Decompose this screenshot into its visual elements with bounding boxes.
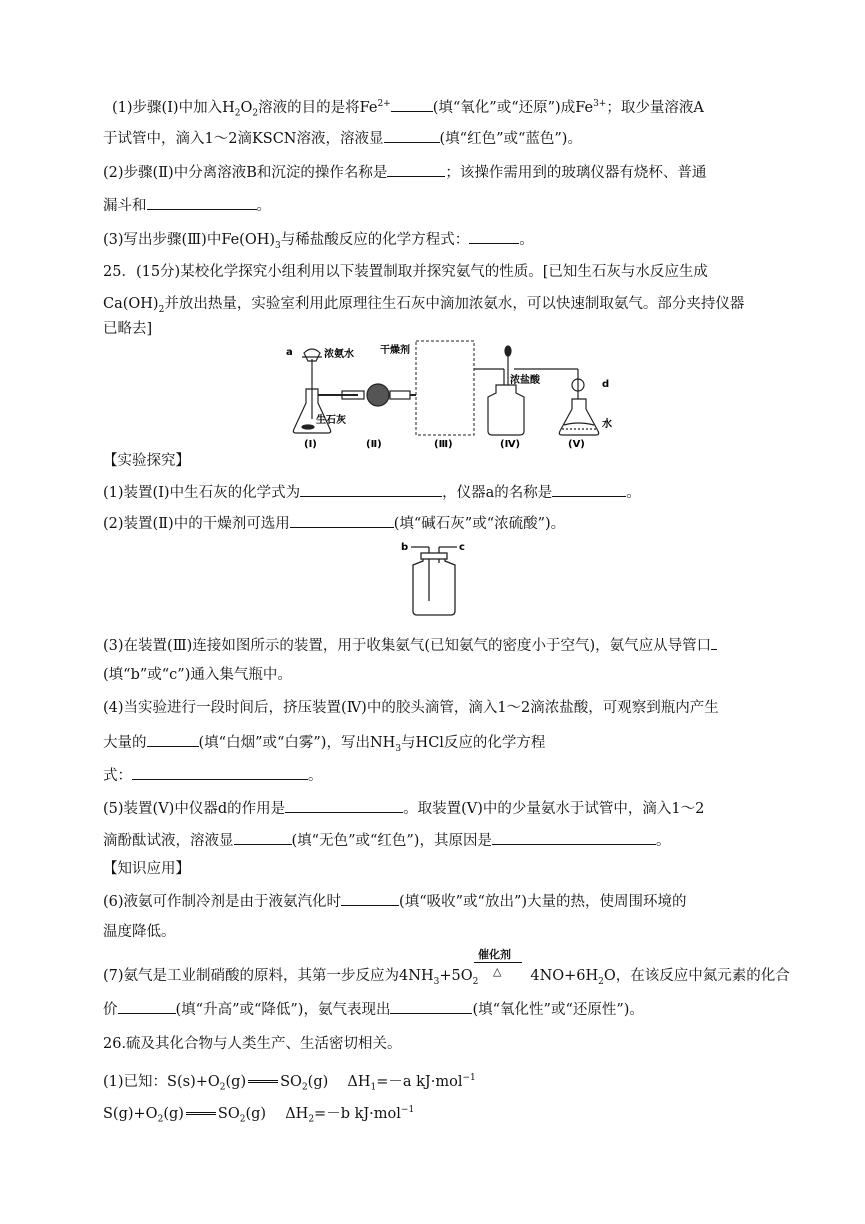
subscript: 2: [219, 1082, 226, 1093]
section-heading-apply: [103, 859, 190, 879]
text: +5O: [439, 968, 473, 984]
apparatus-figure: [282, 339, 622, 449]
q25-s1: [103, 481, 641, 503]
text: (填“氧化性”或“还原性”)。: [472, 1002, 644, 1018]
figure-label-a: a: [286, 347, 293, 358]
q25-s6-line1: [103, 890, 687, 912]
q25-s3-line1: [103, 634, 717, 656]
answer-blank[interactable]: [492, 829, 656, 845]
heat-symbol: △: [493, 965, 502, 978]
text: 【知识应用】: [103, 861, 190, 877]
text: 26.硫及其化合物与人类生产、生活密切相关。: [103, 1036, 402, 1052]
absorber-unit-5: [559, 379, 598, 435]
figure-label-lime: 生石灰: [316, 415, 346, 426]
text: SO: [217, 1105, 240, 1122]
subscript: 2: [308, 1114, 315, 1125]
unit-label-1: (Ⅰ): [304, 439, 317, 449]
text: 漏斗和: [103, 198, 147, 214]
superscript: −1: [462, 1073, 476, 1083]
text: =－a kJ·mol: [376, 1073, 463, 1090]
text: S(g)+O: [103, 1105, 158, 1122]
q26-equation-1: [103, 1068, 476, 1098]
answer-blank[interactable]: [384, 127, 440, 143]
text: 【实验探究】: [103, 453, 190, 469]
text: (g): [163, 1105, 184, 1122]
answer-blank[interactable]: [132, 764, 308, 780]
text: (3)在装置(Ⅲ)连接如图所示的装置，用于收集氨气(已知氨气的密度小于空气)，氨气应从导管口: [103, 638, 712, 654]
q24-part2-line2: [103, 194, 271, 216]
answer-blank[interactable]: [300, 481, 442, 497]
answer-blank[interactable]: [290, 512, 394, 528]
answer-blank[interactable]: [387, 161, 445, 177]
answer-blank[interactable]: [341, 890, 399, 906]
superscript: 2+: [377, 99, 391, 109]
text: 溶液的目的是将Fe: [258, 99, 378, 116]
figure-label-ammonia: 浓氨水: [324, 349, 354, 360]
figure-label-water: 水: [602, 419, 612, 430]
text: 于试管中，滴入1～2滴KSCN溶液，溶液显: [103, 131, 384, 147]
equals-sign: [248, 1080, 278, 1083]
text: 温度降低。: [103, 924, 176, 940]
text: 与稀盐酸反应的化学方程式：: [280, 232, 470, 248]
text: (2)装置(Ⅱ)中的干燥剂可选用: [103, 516, 290, 532]
figure-label-hcl: 浓盐酸: [510, 375, 540, 386]
subscript: 2: [252, 108, 259, 119]
superscript: −1: [400, 1105, 415, 1115]
text: ；取少量溶液A: [606, 99, 704, 116]
text: (填“白烟”或“白雾”)，写出NH: [198, 735, 396, 751]
text: (g): [225, 1073, 247, 1090]
unit-label-3: (Ⅲ): [434, 439, 453, 449]
figure-label-d: d: [602, 379, 610, 390]
section-heading-explore: [103, 451, 190, 471]
text: SO: [280, 1073, 302, 1090]
q25-s5-line2: [103, 829, 670, 851]
bottle-unit-4: [474, 346, 578, 435]
subscript: 2: [472, 976, 479, 987]
text: (7)氨气是工业制硝酸的原料，其第一步反应为4NH: [103, 968, 434, 984]
q26-intro: [103, 1034, 402, 1054]
text: (填“红色”或“蓝色”)。: [439, 131, 582, 147]
q25-s6-line2: [103, 922, 176, 942]
equals-sign: [186, 1112, 216, 1115]
text: (1)已知：S(s)+O: [103, 1073, 220, 1090]
text: 大量的: [103, 735, 147, 751]
subscript: 2: [234, 108, 241, 119]
bottle-label-c: c: [459, 542, 465, 553]
text: 并放出热量，实验室利用此原理往生石灰中滴加浓氨水，可以快速制取氨气。部分夹持仪器: [164, 296, 745, 312]
text: (2)步骤(Ⅱ)中分离溶液B和沉淀的操作名称是: [103, 165, 388, 181]
subscript: 2: [301, 1082, 308, 1093]
q25-s4-line2: [103, 731, 545, 759]
q26-equation-2: [103, 1100, 414, 1130]
q25-intro-line1: [103, 262, 708, 282]
text: 。: [519, 232, 534, 248]
text: Ca(OH): [103, 296, 159, 312]
subscript: 1: [370, 1082, 377, 1093]
catalyst-label: 催化剂: [478, 948, 511, 961]
subscript: 2: [598, 976, 604, 987]
text: (填“b”或“c”)通入集气瓶中。: [103, 667, 292, 683]
superscript: 3+: [593, 99, 607, 109]
q25-s3-line2: [103, 665, 292, 685]
text: (1)装置(Ⅰ)中生石灰的化学式为: [103, 485, 301, 501]
text: (1)步骤(Ⅰ)中加入H: [112, 99, 235, 116]
text: 式：: [103, 768, 132, 784]
subscript: 2: [157, 1114, 164, 1125]
subscript: 3: [433, 976, 440, 987]
text: (3)写出步骤(Ⅲ)中Fe(OH): [103, 232, 276, 248]
text: (5)装置(Ⅴ)中仪器d的作用是: [103, 801, 286, 817]
answer-blank[interactable]: [147, 194, 257, 210]
q25-intro-line3: [103, 319, 152, 339]
subscript: 2: [239, 1114, 246, 1125]
unit-label-4: (Ⅳ): [500, 439, 521, 449]
text: (填“吸收”或“放出”)大量的热，使周围环境的: [399, 894, 687, 910]
answer-blank[interactable]: [469, 228, 519, 244]
text: 25．(15分)某校化学探究小组利用以下装置制取并探究氨气的性质。[已知生石灰与水反应生成: [103, 264, 708, 280]
text: (填“碱石灰”或“浓硫酸”)。: [393, 516, 566, 532]
text: 滴酚酞试液，溶液显: [103, 833, 234, 849]
text: (g) ΔH: [307, 1073, 371, 1090]
reaction-arrow-line: [474, 962, 522, 963]
text: 。取装置(Ⅴ)中的少量氨水于试管中，滴入1～2: [403, 801, 705, 817]
q25-intro-line2: [103, 294, 744, 320]
text: (填“氧化”或“还原”)成Fe: [432, 99, 594, 116]
answer-blank[interactable]: [234, 829, 292, 845]
answer-blank[interactable]: [711, 634, 717, 650]
q24-part1-line2: [103, 127, 582, 149]
answer-blank[interactable]: [118, 998, 176, 1014]
unit-label-2: (Ⅱ): [366, 439, 382, 449]
text: 已略去]: [103, 321, 153, 337]
subscript: 3: [275, 240, 281, 251]
text: O，在该反应中氮元素的化合: [603, 968, 790, 984]
subscript: 2: [158, 304, 165, 315]
text: (4)当实验进行一段时间后，挤压装置(Ⅳ)中的胶头滴管，滴入1～2滴浓盐酸，可观察到瓶内产生: [103, 700, 719, 716]
subscript: 3: [395, 743, 402, 754]
text: =－b kJ·mol: [314, 1105, 401, 1122]
q25-s7-line1: [103, 966, 790, 992]
gas-collection-bottle: [399, 541, 469, 617]
text: 与HCl反应的化学方程: [401, 735, 546, 751]
text: 。: [308, 768, 323, 784]
figure-label-desiccant: 干燥剂: [380, 345, 410, 356]
answer-blank[interactable]: [147, 731, 199, 747]
answer-blank[interactable]: [285, 797, 403, 813]
text: 。: [626, 485, 641, 501]
answer-blank[interactable]: [391, 96, 433, 112]
text: (6)液氨可作制冷剂是由于液氨汽化时: [103, 894, 342, 910]
text: 。: [655, 833, 671, 849]
text: (填“无色”或“红色”)，其原因是: [291, 833, 492, 849]
text: ；该操作需用到的玻璃仪器有烧杯、普通: [445, 165, 707, 181]
q25-s7-line2: [103, 998, 644, 1020]
text: (填“升高”或“降低”)，氨气表现出: [175, 1002, 391, 1018]
q25-s5-line1: [103, 797, 704, 819]
text: O: [240, 99, 253, 116]
q24-part3: [103, 228, 534, 256]
text: 4NO+6H: [530, 968, 599, 984]
q25-s4-line1: [103, 698, 719, 718]
q25-s4-line3: [103, 764, 323, 786]
text: (g) ΔH: [245, 1105, 309, 1122]
text: 价: [103, 1002, 118, 1018]
placeholder-box-unit-3: [416, 341, 474, 435]
q25-s2: [103, 512, 565, 534]
q24-part2-line1: [103, 161, 706, 183]
bottle-label-b: b: [401, 542, 409, 553]
text: 。: [256, 198, 271, 214]
answer-blank[interactable]: [552, 481, 626, 497]
q24-part1-line1: [112, 94, 704, 124]
answer-blank[interactable]: [390, 998, 472, 1014]
unit-label-5: (Ⅴ): [568, 439, 585, 449]
text: ，仪器a的名称是: [442, 485, 553, 501]
